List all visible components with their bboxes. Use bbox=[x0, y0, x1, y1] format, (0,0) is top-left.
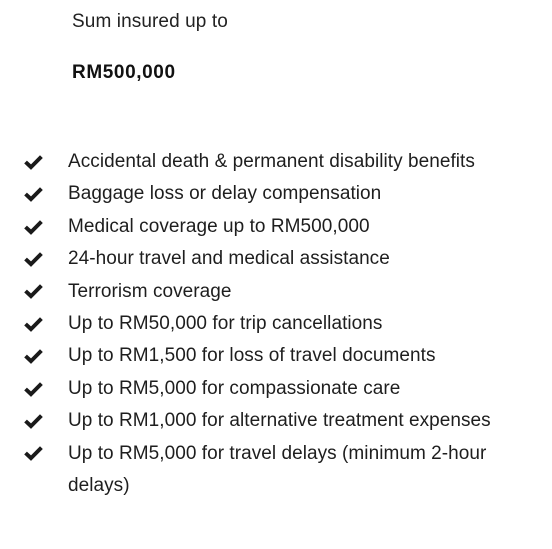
sum-insured-value: RM500,000 bbox=[72, 62, 176, 83]
benefit-label: Terrorism coverage bbox=[68, 280, 232, 302]
checkmark-icon bbox=[23, 340, 68, 372]
benefit-label: 24-hour travel and medical assistance bbox=[68, 248, 390, 270]
checkmark-icon bbox=[23, 178, 68, 210]
benefit-label: Medical coverage up to RM500,000 bbox=[68, 215, 370, 237]
benefit-item-baggage bbox=[23, 178, 523, 210]
benefit-label: Accidental death & permanent disability benefits bbox=[68, 151, 475, 172]
benefit-label: Up to RM5,000 for compassionate care bbox=[68, 377, 401, 399]
sum-insured-label: Sum insured up to bbox=[72, 11, 228, 32]
checkmark-icon bbox=[23, 146, 68, 178]
benefit-item-accidental-death bbox=[23, 146, 523, 178]
checkmark-icon bbox=[23, 438, 68, 470]
benefit-label: Up to RM1,000 for alternative treatment expenses bbox=[68, 410, 491, 432]
benefit-label: Baggage loss or delay compensation bbox=[68, 183, 382, 205]
sum-insured-block bbox=[72, 10, 228, 85]
benefit-item-compassionate-care bbox=[23, 373, 523, 405]
benefits-list bbox=[23, 146, 523, 502]
benefit-item-travel-documents bbox=[23, 340, 523, 372]
checkmark-icon bbox=[23, 243, 68, 275]
benefit-label: Up to RM5,000 for travel delays (minimum 2-hour delays) bbox=[68, 442, 487, 497]
benefit-label: Up to RM1,500 for loss of travel documents bbox=[68, 345, 436, 367]
benefit-item-terrorism bbox=[23, 276, 523, 308]
benefit-label: Up to RM50,000 for trip cancellations bbox=[68, 313, 383, 335]
benefit-item-trip-cancellation bbox=[23, 308, 523, 340]
checkmark-icon bbox=[23, 211, 68, 243]
benefit-item-alternative-treatment bbox=[23, 405, 523, 437]
checkmark-icon bbox=[23, 405, 68, 437]
checkmark-icon bbox=[23, 276, 68, 308]
benefit-item-medical-coverage bbox=[23, 211, 523, 243]
benefit-item-travel-delays bbox=[23, 438, 523, 503]
benefit-item-assistance bbox=[23, 243, 523, 275]
checkmark-icon bbox=[23, 373, 68, 405]
checkmark-icon bbox=[23, 308, 68, 340]
